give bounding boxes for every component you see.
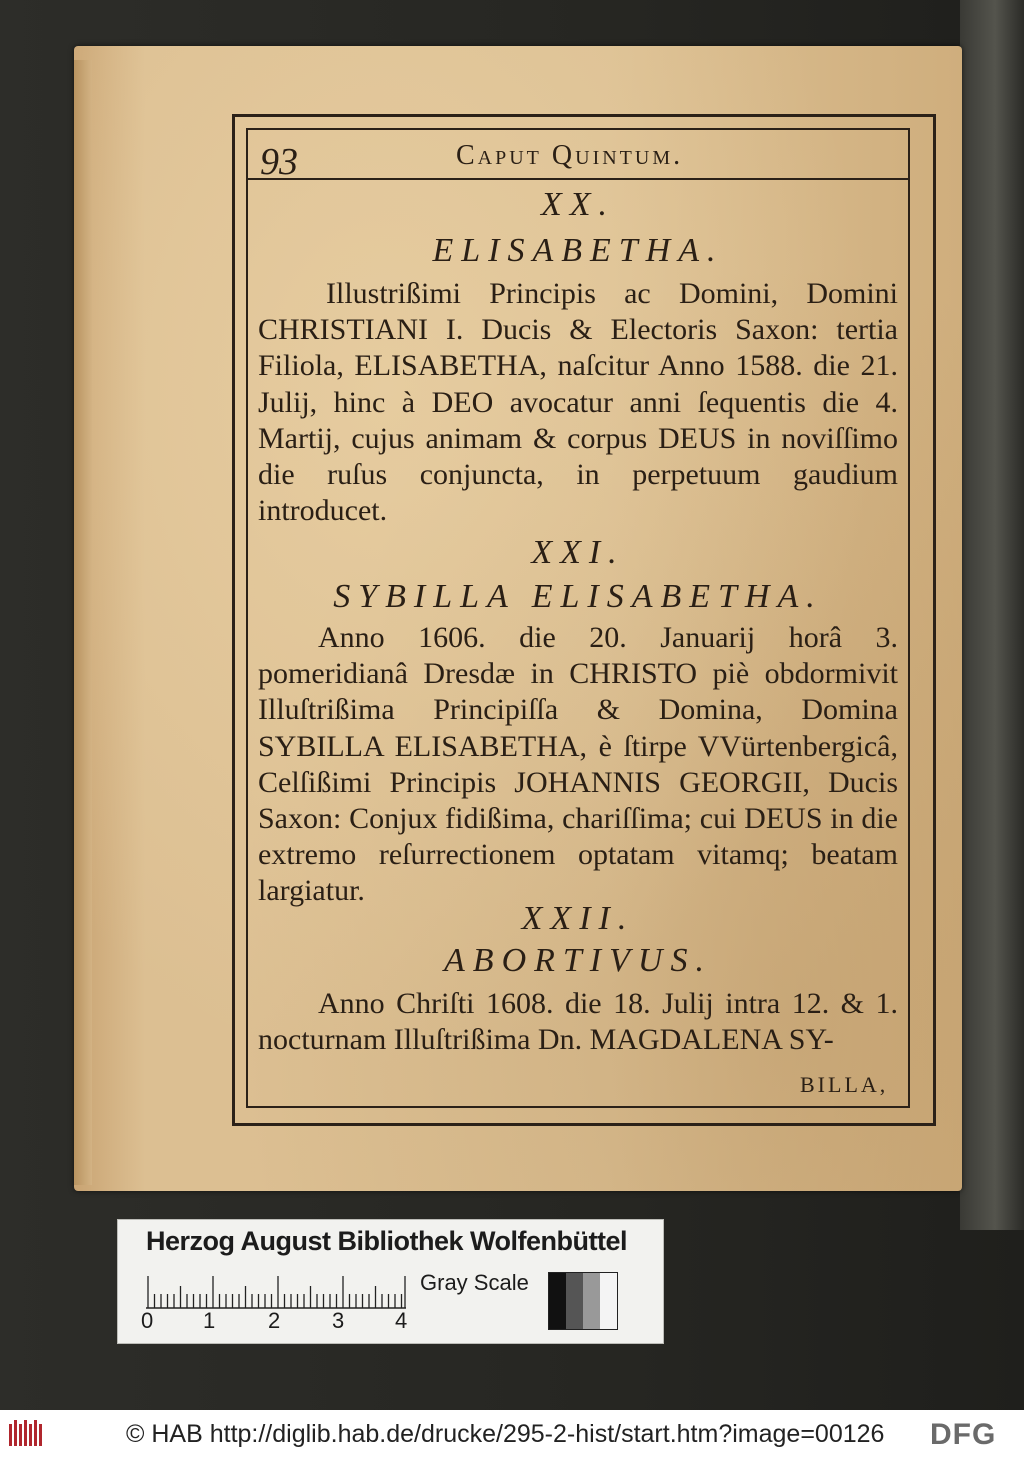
section-title: ABORTIVUS. bbox=[444, 942, 712, 979]
ruler-label: 2 bbox=[268, 1308, 281, 1333]
section-numeral: XXI. bbox=[531, 534, 625, 571]
section-paragraph: Anno Chriſti 1608. die 18. Julij intra 12. & 1. nocturnam Illuſtrißima Dn. MAGDALENA SY- bbox=[258, 987, 898, 1057]
hab-logo-icon bbox=[8, 1418, 44, 1448]
gray-scale-label: Gray Scale bbox=[420, 1270, 529, 1295]
page-number: 93 bbox=[260, 141, 298, 183]
section-title: ELISABETHA. bbox=[432, 232, 724, 269]
gray-scale-swatch bbox=[548, 1272, 618, 1330]
running-head: Caput Quintum. bbox=[456, 140, 684, 171]
page-edge-shadow bbox=[74, 60, 92, 1185]
scanner-edge-strip bbox=[960, 0, 1024, 1230]
section-numeral: XXII. bbox=[521, 900, 635, 937]
header-rule bbox=[246, 178, 910, 180]
catchword: BILLA, bbox=[800, 1072, 889, 1097]
ruler-scale bbox=[146, 1270, 406, 1310]
section-numeral: XX. bbox=[540, 186, 616, 223]
ruler-label: 3 bbox=[332, 1308, 345, 1333]
section-paragraph: Anno 1606. die 20. Januarij horâ 3. pomeridianâ Dresdæ in CHRISTO piè obdormivit Illuſtrißima Principiſſa & Domina, Domina SYBILLA ELISABETHA, è ſtirpe VVürtenbergicâ, Celſißimi Principis JOHANNIS GEORGII, Ducis Saxon: Conjux fidißima, chariſſima; cui DEUS in die extremo reſurrectionem optatam vitamq; beatam largiatur. bbox=[258, 621, 898, 908]
dfg-logo: DFG bbox=[930, 1418, 997, 1451]
ruler-label: 4 bbox=[395, 1308, 408, 1333]
section-paragraph: Illustrißimi Principis ac Domini, Domini CHRISTIANI I. Ducis & Electoris Saxon: tertia Filiola, ELISABETHA, naſcitur Anno 1588. die 21. Julij, hinc à DEO avocatur anni ſequentis die 4. Martij, cujus animam & corpus DEUS in noviſſimo die ruſus conjuncta, in perpetuum gaudium introducet. bbox=[258, 277, 898, 528]
copyright-url[interactable]: © HAB http://diglib.hab.de/drucke/295-2-hist/start.htm?image=00126 bbox=[126, 1420, 885, 1448]
section-title: SYBILLA ELISABETHA. bbox=[333, 578, 823, 615]
ruler-label: 1 bbox=[203, 1308, 216, 1333]
ruler-label: 0 bbox=[141, 1308, 154, 1333]
library-name: Herzog August Bibliothek Wolfenbüttel bbox=[146, 1226, 627, 1256]
